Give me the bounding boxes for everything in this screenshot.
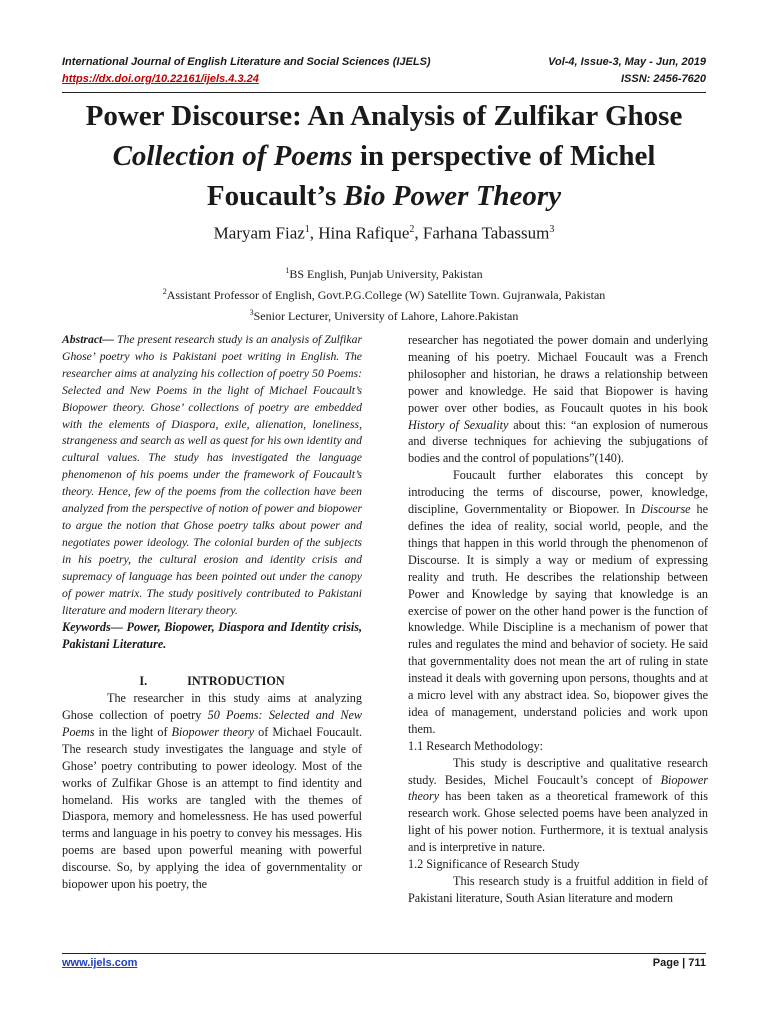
author-list: Maryam Fiaz$^1$, Hina Rafique$^2$, Farhana Tabassum$^3$: [213, 223, 555, 243]
paragraph-foucault-biopower: researcher has negotiated the power domain and underlying meaning of his poetry. Michael Foucault was a French philosopher and historian, he draws a relationship between power and knowledge. He said that Biopower is having power over other bodies, as Foucault quotes in his book History of Sexuality about this: “an explosion of numerous and diverse techniques for achieving the subjugations of bodies and the control of populations”(140).: [408, 333, 708, 466]
abstract: Abstract— The present research study is an analysis of Zulfikar Ghose’ poetry who is Pakistani poet writing in English. The researcher aims at analyzing his collection of poetry 50 Poems: Selected and New Poems in the light of Michael Foucault’s Biopower theory. Ghose’ collections of poetry are embedded with the elements of Diaspora, exile, alienation, loneliness, strangeness and search as well as quest for his own identity and cultural values. The study has investigated the language phenomenon of his poems under the framework of Foucault’s theory. Hence, few of the poems from the collection have been analyzed from the perspective of notion of power and biopower to argue the notion that Ghose poetry talks about power and negotiates power ideology. The colonial burden of the subjects in his poetry, the cultural erosion and identity crisis and supremacy of language has been pointed out under the canopy of power matrix. The study positively contributed to Pakistani literature and modern literary theory.: [62, 333, 362, 617]
paragraph-methodology: This study is descriptive and qualitative research study. Besides, Michel Foucault’s concept of Biopower theory has been taken as a theoretical framework of this research work. Ghose selected poems have been analyzed in light of his power notion. Furthermore, it is textual analysis and is interpretive in nature.: [408, 755, 708, 855]
header-rule: [62, 92, 706, 93]
site-link[interactable]: www.ijels.com: [62, 957, 138, 969]
affiliation-2: $^2$Assistant Professor of English, Govt.P.G.College (W) Satellite Town. Gujranwala, Pakistan: [162, 287, 606, 302]
issn: ISSN: 2456-7620: [621, 73, 706, 85]
running-header: [62, 54, 706, 88]
page-footer: [62, 953, 706, 969]
intro-paragraph: The researcher in this study aims at analyzing Ghose collection of poetry 50 Poems: Selected and New Poems in the light of Biopower theory of Michael Foucault. The research study investigates the language and style of Ghose’ poetry contributing to power ideology. Most of the works of Zulfikar Ghose is an attempt to find identity and homeland. His works are tangled with the themes of Diaspora, memory and homelessness. He has used powerful terms and language in his poetry to convey his messages. His poems are based upon powerful meaning with powerful discourse. So, by applying the idea of governmentality or biopower upon his poetry, the: [62, 691, 363, 892]
issue-info: Vol-4, Issue-3, May - Jun, 2019: [548, 56, 706, 68]
affiliations: [0, 262, 768, 325]
journal-name: International Journal of English Literature and Social Sciences (IJELS): [62, 56, 431, 68]
author-1: Maryam Fiaz: [213, 223, 305, 243]
paragraph-significance: This research study is a fruitful addition in field of Pakistani literature, South Asian literature and modern: [408, 874, 708, 905]
right-column: [408, 332, 708, 907]
affiliation-1: $^1$BS English, Punjab University, Pakistan: [285, 266, 483, 281]
affiliation-3: $^3$Senior Lecturer, University of Lahore, Lahore.Pakistan: [249, 308, 519, 323]
page-number: Page | 711: [652, 957, 706, 969]
author-3: Farhana Tabassum: [422, 223, 550, 243]
paragraph-discourse: Foucault further elaborates this concept by introducing the terms of discourse, power, knowledge, discipline, Governmentality or Biopower. In Discourse he defines the idea of reality, social world, people, and the things that happen in this world through the phenomenon of Discourse. It is simply a way or medium of expressing reality and truth. He describes the relationship between Power and Knowledge by saying that knowledge is an exercise of power on the other hand power is the function of knowledge. While Discipline is a mechanism of power that rules and regulates the mind and behavior of society. He said that governmentality does not mean the art of ruling in state instead it deals with governing upon persons, thoughts and at a micro level with any abstract idea. So, biopower gives the idea of management, understand policies and work upon them.: [408, 468, 708, 736]
subheading-significance: 1.2 Significance of Research Study: [408, 857, 580, 872]
doi-link[interactable]: https://dx.doi.org/10.22161/ijels.4.3.24: [62, 73, 259, 85]
paper-title: Power Discourse: An Analysis of Zulfikar Ghose Collection of Poems in perspective of Michel Foucault’s Bio Power Theory: [85, 100, 683, 212]
author-2: Hina Rafique: [318, 223, 410, 243]
left-column: [62, 332, 362, 893]
keywords: Keywords— Power, Biopower, Diaspora and Identity crisis, Pakistani Literature.: [62, 620, 362, 652]
subheading-methodology: 1.1 Research Methodology:: [408, 738, 544, 753]
section-heading-introduction: I. INTRODUCTION: [139, 674, 285, 689]
